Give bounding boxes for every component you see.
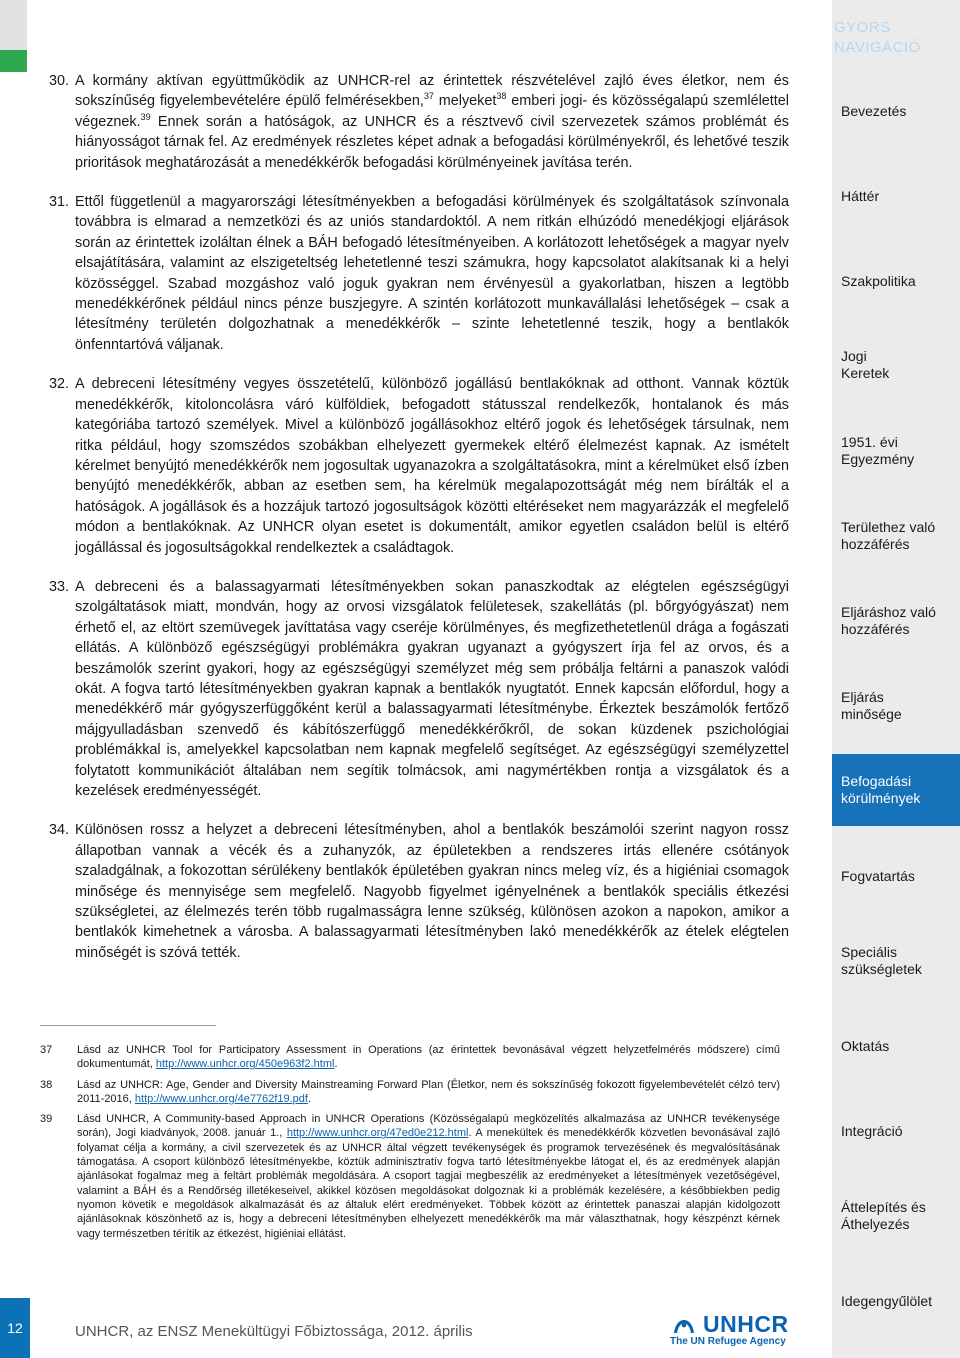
footnote-number: 37 — [40, 1044, 53, 1056]
footnote-link[interactable]: http://www.unhcr.org/450e963f2.html — [155, 1058, 335, 1071]
paragraph-text: A debreceni létesítmény vegyes összetételű, különböző jogállású bentlakóknak ad otthont. Vannak köztük menedékkérők, kitoloncolásra váró külföldiek, befogadott státusszal rendelkezők, hontalanok és más kategóriába tartozó személyek. Mivel a különböző jogállásokhoz eltérő jogok és lehetőségek társulnak, nem ritka például, hogy szomszédos szobákban elhelyezett gyermekek eltérő élelmezést kapnak. Az ismételt kérelmet benyújtó menedékkérők nem jogosultak ugyanazokra a szolgáltatásokra, mint a kérelmüket első ízben benyújtó menedékkérők, abban az esetben sem, ha kérelmük megalapozottságát még nem bírálták el a hatóságok. A jogállások és a hozzájuk tartozó jogosultságok közötti eltéréseket nem magyarázzák el megfelelő módon a bentlakóknak. Az UNHCR olyan esetet is dokumentált, amikor egyetlen családon belül is eltérő jogállással és jogosultságokkal rendelkeztek a családtagok. — [75, 376, 789, 556]
nav-item-oktatas[interactable] — [832, 1011, 960, 1081]
text-segment: Ennek során a hatóságok, az UNHCR és a résztvevő civil szervezetek számos problémát és hiányosságot tárnak fel. Az eredmények részletes képet adnak a befogadási körülményekről, és lehetővé teszik prioritások meghatározását a menedékkérők befogadási körülményeinek javítása terén. — [75, 113, 789, 171]
nav-label: Jogi — [841, 348, 867, 364]
nav-item-bevezetes[interactable] — [832, 76, 960, 146]
paragraph-number: 32. — [49, 376, 70, 393]
footnote-text — [77, 1043, 780, 1072]
footnote-38 — [40, 1078, 780, 1107]
nav-item-befogadasi-korulmenyek[interactable] — [832, 754, 960, 826]
text-segment: . — [334, 1058, 338, 1071]
corner-gray-block — [0, 0, 27, 50]
text-segment: Lásd UNHCR, A Community-based Approach in UNHCR Operations (Közösségalapú megközelítés alkalmazása az UNHCR tevékenysége során), Jogi kiadványok, 2008. január 1., — [77, 1113, 780, 1140]
nav-label: Szakpolitika — [841, 272, 916, 289]
paragraph-30 — [49, 71, 789, 173]
footnote-37 — [40, 1043, 780, 1072]
nav-label: minősége — [841, 706, 902, 722]
nav-label: Speciális — [841, 944, 898, 960]
text-segment: . A menekültek és menedékkérők közvetlen bevonásával zajló folyamat célja a kormány, a civil szervezetek és az UNHCR által végzett tevékenységek és programok tervezésének és megvalósításának támogatása. A csoport különböző létesítményekbe, köztük adminisztratív fogva tartó létesítményekbe látogat el, és az eredmények alapján ajánlásokat fogalmaz meg a feltárt problémák megoldására. A csoport tagjai megbeszélik az eredményeket a létesítmények vezetőségével, valamint a BÁH és a Rendőrség illetékeseivel, akikkel közösen megoldásokat dolgoznak ki a problémák kezelésére, a későbbiekben pedig nyomon követik e megoldások alkalmazását és az általuk elért eredményeket. Többek között az érintettek panaszai alapján kidolgozott ajánlásoknak köszönhető az is, hogy a debreceni létesítményben elhelyezett menedékkérők ma már választhatnak, hogy készpénzt kérnek vagy természetben térítik az étkezést, higiéniai ellátást. — [77, 1127, 780, 1240]
quick-nav-heading — [832, 18, 960, 58]
nav-label: Eljáráshoz való — [841, 604, 936, 620]
heading-line: GYORS — [834, 19, 891, 36]
paragraph-33 — [49, 577, 789, 801]
footer-text: UNHCR, az ENSZ Menekültügyi Főbiztossága, 2012. április — [75, 1323, 473, 1340]
nav-item-teruletehez[interactable] — [832, 501, 960, 571]
unhcr-logo-tagline: The UN Refugee Agency — [670, 1336, 786, 1347]
unhcr-emblem-icon — [672, 1316, 694, 1333]
nav-item-eljaras-minosege[interactable] — [832, 671, 960, 741]
nav-label: Áttelepítés és — [841, 1199, 926, 1215]
nav-item-fogvatartas[interactable] — [832, 841, 960, 911]
nav-label: 1951. évi — [841, 434, 898, 450]
footnote-ref-39[interactable]: 39 — [140, 112, 151, 123]
nav-label: Egyezmény — [841, 451, 915, 467]
nav-item-eljarashoz[interactable] — [832, 586, 960, 656]
nav-label: Háttér — [841, 187, 880, 204]
paragraph-32 — [49, 374, 789, 558]
footnote-link[interactable]: http://www.unhcr.org/4e7762f19.pdf — [134, 1092, 308, 1105]
paragraph-number: 34. — [49, 822, 70, 839]
corner-green-block — [0, 50, 27, 72]
nav-label: szükségletek — [841, 961, 922, 977]
unhcr-logo-word: UNHCR — [703, 1311, 789, 1337]
footnote-divider — [40, 1025, 216, 1026]
nav-label: Fogvatartás — [841, 867, 915, 884]
nav-label: Idegengyűlölet — [841, 1292, 933, 1309]
footnote-number: 38 — [40, 1078, 53, 1091]
nav-label: Eljárás — [841, 689, 884, 705]
nav-item-jogi-keretek[interactable] — [832, 330, 960, 400]
text-segment: emberi jogi- és közösségalapú szemlélettel végeznek. — [75, 93, 789, 130]
paragraph-text: Különösen rossz a helyzet a debreceni létesítményben, ahol a bentlakók beszámolói szerint nagyon rossz állapotban vannak a vécék és a zuhanyzók, az épületekben a rendszeres irtás ellenére csótányok szaladgálnak, a fokozottan sérülékeny bentlakók épületében gyakran nincs meleg víz, és a higiéniai csomagok minősége és mennyisége sem megfelelő. Nagyobb figyelmet igényelnének a bentlakók speciális étkezési szükségletei, az élelmezés terén több rugalmasságra lenne szükség, különösen azokon a napokon, amikor a bentlakók kimehetnek a városba. A balassagyarmati létesítményben lakó menedékkérők az ételek elégtelen minőségét is szóvá tették. — [75, 822, 789, 961]
nav-label: körülmények — [841, 790, 921, 806]
nav-label: Befogadási — [841, 773, 912, 789]
nav-label: hozzáférés — [841, 621, 910, 637]
page-number: 12 — [7, 1320, 23, 1336]
paragraph-text — [75, 71, 789, 173]
paragraph-text: Ettől függetlenül a magyarországi létesítményekben a befogadási körülmények és szolgáltatások színvonala továbbra is elmarad a nemzetközi és az uniós standardoktól. A nem ritkán elhúzódó menedékjogi eljárások során az érintettek izoláltan élnek a BÁH befogadó létesítményeiben. A korlátozott lehetőségek a magyar nyelv elsajátítására, valamint az elszigeteltség lehetetlenné teszi számukra, hogy kapcsolatot alakítsanak ki a helyi közösséggel. Szabad mozgáshoz való joguk gyakran nem érvényesül a gyakorlatban, hiszen a legtöbb menedékkérőnek például nincs pénze buszjegyre. A szintén korlátozott munkavállalási lehetőségek – csak a létesítmény területén dolgozhatnak a menedékkérők – szinte lehetetlenné teszik, hogy a bentlakók önfenntartóvá váljanak. — [75, 194, 789, 353]
footnotes — [40, 1043, 780, 1247]
nav-item-1951-egyezmeny[interactable] — [832, 416, 960, 486]
paragraph-31 — [49, 192, 789, 355]
nav-label: hozzáférés — [841, 536, 910, 552]
nav-item-idegengyulolet[interactable] — [832, 1266, 960, 1336]
nav-label: Oktatás — [841, 1037, 890, 1054]
nav-item-integracio[interactable] — [832, 1096, 960, 1166]
main-content — [49, 71, 789, 982]
nav-label: Keretek — [841, 365, 890, 381]
nav-label: Integráció — [841, 1122, 903, 1139]
text-segment: melyeket — [433, 93, 497, 110]
heading-line: NAVIGÁCIÓ — [834, 39, 921, 56]
nav-item-hatter[interactable] — [832, 161, 960, 231]
paragraph-number: 33. — [49, 578, 70, 595]
text-segment: Lásd az UNHCR: Age, Gender and Diversity Mainstreaming Forward Plan (Életkor, nem és sokszínűség fokozott figyelembevételét célzó terv) 2011-2016, — [77, 1078, 780, 1105]
nav-label: Bevezetés — [841, 102, 907, 119]
text-segment: A kormány aktívan együttműködik az UNHCR-rel az érintettek részvételével zajló éves életkor, nem és sokszínűség figyelembevételére épülő felmérésekben, — [75, 73, 789, 110]
footnote-ref-37[interactable]: 37 — [423, 91, 434, 102]
paragraph-34 — [49, 820, 789, 963]
footnote-39 — [40, 1112, 780, 1241]
footnote-ref-38[interactable]: 38 — [496, 91, 507, 102]
text-segment: Lásd az UNHCR Tool for Participatory Assessment in Operations (az érintettek bevonásával végzett helyzetfelmérés módszere) című dokumentumát, — [77, 1044, 780, 1071]
nav-label: Területhez való — [841, 519, 936, 535]
footnote-text — [77, 1078, 780, 1107]
paragraph-number: 30. — [49, 73, 70, 89]
footnote-link[interactable]: http://www.unhcr.org/47ed0e212.html — [286, 1127, 469, 1140]
paragraph-number: 31. — [49, 194, 70, 211]
nav-item-specialis-szuksegletek[interactable] — [832, 926, 960, 996]
nav-label: Áthelyezés — [841, 1216, 910, 1232]
footnote-number: 39 — [40, 1113, 53, 1126]
text-segment: . — [307, 1092, 312, 1105]
paragraph-text: A debreceni és a balassagyarmati létesítményekben sokan panaszkodtak az elégtelen egészségügyi szolgáltatások miatt, mondván, hogy az orvosi vizsgálatok felületesek, szakellátás (pl. bőrgyógyászat) nem érhető el, az eltört szemüvegek javíttatása vagy cseréje körülményes, és megfizethetetlenül drága a fogászati ellátás. A különböző egészségügyi problémákra gyakran ugyanazt a gyógyszert írja fel az orvos, és a beszámolók szerint gyakori, hogy az egészségügyi személyzet még sem próbálja feltárni a panaszok valódi okát. A fogva tartó létesítményekben gyakran kapnak a bentlakók nyugtatót. Ennek kapcsán előfordul, hogy a menedékkérő már gyógyszerfüggőként kerül a balassagyarmati létesítménybe. Érkeztek beszámolók fertőző májgyulladásban szenvedő és kábítószerfüggő menedékkérőkről, de sokan küzdenek pszichológiai problémákkal is, amelyekkel kapcsolatban nem kapnak megfelelő segítséget. Az egészségügyi személyzettel folytatott kommunikációt általában nem segítik tolmácsok, ami nagymértékben rontja a vizsgálatok és a kezelések eredményességét. — [75, 578, 789, 799]
nav-item-szakpolitika[interactable] — [832, 246, 960, 316]
nav-item-attelepites[interactable] — [832, 1181, 960, 1251]
footnote-text — [77, 1112, 780, 1241]
